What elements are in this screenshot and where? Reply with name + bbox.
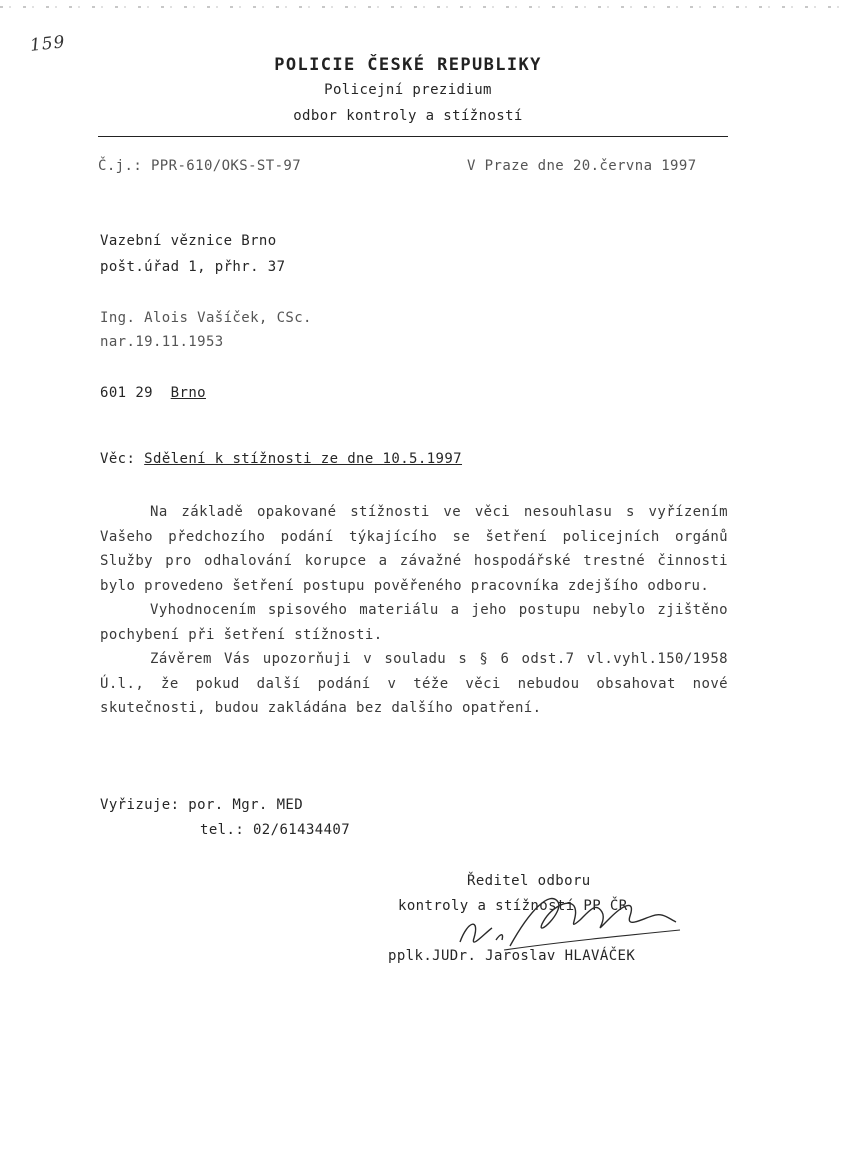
body-paragraph: Vyhodnocením spisového materiálu a jeho postupu nebylo zjištěno pochybení při šetření stížnosti. [100,602,728,643]
recipient-city: Brno [170,385,206,401]
recipient-institution: Vazební věznice Brno [100,233,277,249]
body-paragraph: Na základě opakované stížnosti ve věci nesouhlasu s vyřízením Vašeho předchozího podání týkajícího se šetření policejních orgánů Služby pro odhalování korupce a závažné hospodářské trestné činnosti bylo provedeno šetření postupu pověřeného pracovníka zdejšího odboru. [100,504,728,594]
subject-line [100,451,462,467]
recipient-city-line [100,385,206,401]
recipient-po-box: pošt.úřad 1, přhr. 37 [100,259,286,275]
organization-department: Policejní prezidium [324,82,492,98]
contact-phone: tel.: 02/61434407 [200,822,351,838]
subject-text: Sdělení k stížnosti ze dne 10.5.1997 [144,451,463,467]
recipient-postcode: 601 29 [100,385,153,401]
reference-number: Č.j.: PPR-610/OKS-ST-97 [98,158,302,174]
header-divider [98,136,728,137]
subject-label: Věc: [100,451,136,467]
signatory-title-line1: Ředitel odboru [467,873,591,889]
recipient-name: Ing. Alois Vašíček, CSc. [100,310,312,326]
scan-edge-marks [0,6,850,8]
handwritten-page-number: 159 [29,32,67,56]
place-and-date: V Praze dne 20.června 1997 [467,158,697,174]
signatory-title-line2: kontroly a stížností PP ČR [398,898,628,914]
handled-by: Vyřizuje: por. Mgr. MED [100,797,304,813]
letter-body [100,500,728,721]
recipient-birthdate: nar.19.11.1953 [100,334,224,350]
signatory-name: pplk.JUDr. Jaroslav HLAVÁČEK [388,948,636,964]
organization-section: odbor kontroly a stížností [293,108,523,124]
body-paragraph: Závěrem Vás upozorňuji v souladu s § 6 odst.7 vl.vyhl.150/1958 Ú.l., že pokud další podání v téže věci nebudou obsahovat nové skutečnosti, budou zakládána bez dalšího opatření. [100,651,728,716]
organization-title: POLICIE ČESKÉ REPUBLIKY [274,55,542,75]
